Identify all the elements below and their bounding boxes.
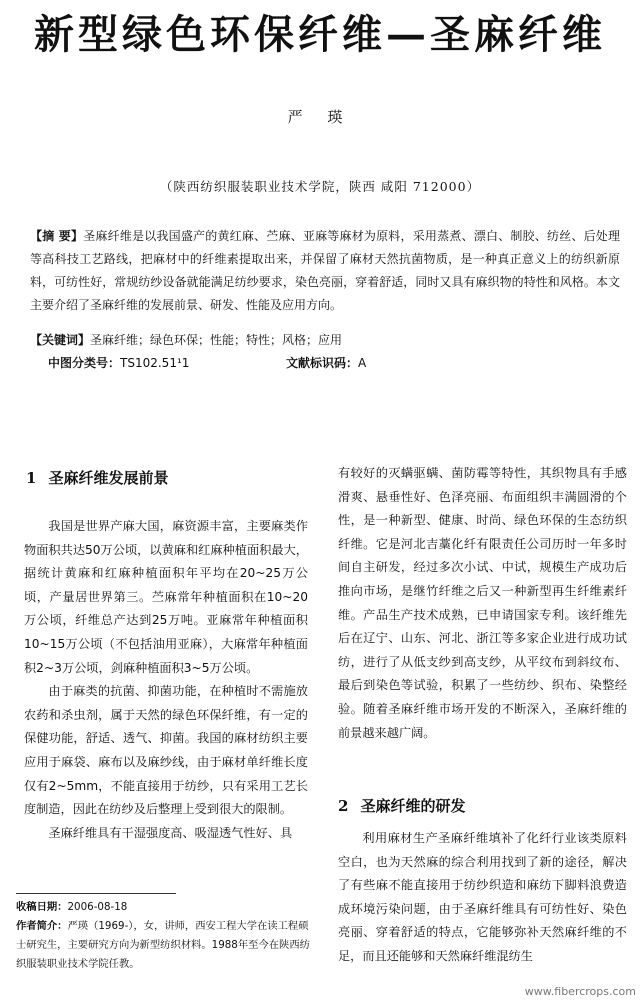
- section-1-number: 1: [26, 469, 37, 487]
- section-2-number: 2: [338, 797, 349, 815]
- clc-value: TS102.51¹1: [120, 356, 190, 370]
- section-2-body: [338, 827, 627, 969]
- left-column-body: [24, 515, 308, 845]
- doc-code-label: 文献标识码：: [286, 356, 359, 370]
- section-2-paragraph: 利用麻材生产圣麻纤维填补了化纤行业该类原料空白，也为天然麻的综合利用找到了新的途径，解决了有些麻不能直接用于纺纱织造和麻纺下脚料浪费造成环境污染问题，由于圣麻纤维具有可纺性好、染色亮丽、穿着舒适的特点，它能够弥补天然麻纤维的不足，而且还能够和天然麻纤维混纺生: [338, 831, 627, 963]
- author-bio: [16, 917, 310, 974]
- clc-label: 中图分类号：: [48, 356, 121, 370]
- bio-label: 作者简介：: [16, 920, 68, 932]
- document-code: [286, 354, 366, 371]
- keywords-text: 圣麻纤维；绿色环保；性能；特性；风格；应用: [90, 333, 343, 347]
- section-1-paragraph: 由于麻类的抗菌、抑菌功能，在种植时不需施放农药和杀虫剂，属于天然的绿色环保纤维，有一定的保健功能，舒适、透气、抑菌。我国的麻材纺织主要应用于麻袋、麻布以及麻纱线，由于麻材单纤维长度仅有2~5mm，不能直接用于纺纱，只有采用工艺长度制造，因此在纺纱及后整理上受到很大的限制。: [24, 684, 308, 817]
- section-1-heading: [26, 467, 168, 488]
- received-date: [16, 898, 310, 917]
- received-value: 2006-08-18: [67, 901, 128, 913]
- received-label: 收稿日期：: [16, 901, 68, 913]
- site-watermark: www.fibercrops.com: [524, 985, 636, 998]
- section-1-paragraph-continued: 有较好的灭螨驱螨、菌防霉等特性，其织物具有手感滑爽、悬垂性好、色泽亮丽、布面组织丰满圆滑的个性，是一种新型、健康、时尚、绿色环保的生态纺织纤维。它是河北吉藁化纤有限责任公司历时一年多时间自主研发，经过多次小试、中试，规模生产成功后推向市场，是继竹纤维之后又一种新型再生纤维素纤维。产品生产技术成熟，已申请国家专利。该纤维先后在辽宁、山东、河北、浙江等多家企业进行成功试纺，进行了从低支纱到高支纱，从平纹布到斜纹布、最后到染色等试验，积累了一些纺纱、织布、染整经验。随着圣麻纤维市场开发的不断深入，圣麻纤维的前景越来越广阔。: [338, 466, 627, 740]
- abstract: [30, 225, 620, 317]
- bio-text: 严瑛（1969-），女，讲师，西安工程大学在读工程硕士研究生，主要研究方向为新型纺织材料。1988年至今在陕西纺织服装职业技术学院任教。: [16, 920, 310, 970]
- author-affiliation: （陕西纺织服装职业技术学院，陕西 咸阳 712000）: [159, 179, 481, 194]
- section-2-heading: [338, 795, 465, 816]
- footnotes: [16, 898, 310, 974]
- paper-title: 新型绿色环保纤维—圣麻纤维: [34, 11, 606, 58]
- keywords: [30, 329, 620, 352]
- doc-code-value: A: [358, 356, 367, 370]
- section-1-paragraph: 圣麻纤维具有干湿强度高、吸湿透气性好、具: [48, 825, 293, 840]
- abstract-text: 圣麻纤维是以我国盛产的黄红麻、苎麻、亚麻等麻材为原料，采用蒸煮、漂白、制胶、纺丝、后处理等高科技工艺路线，把麻材中的纤维素提取出来，并保留了麻材天然抗菌物质，是一种真正意义上的纺织新原料，可纺性好，常规纺纱设备就能满足纺纱要求，染色亮丽，穿着舒适，同时又具有麻织物的特性和风格。本文主要介绍了圣麻纤维的发展前景、研发、性能及应用方向。: [30, 229, 620, 312]
- right-column-body: [338, 462, 627, 745]
- section-1-paragraph: 我国是世界产麻大国，麻资源丰富，主要麻类作物面积共达50万公顷，以黄麻和红麻种植面积最大，据统计黄麻和红麻种植面积年平均在20~25万公顷，产量居世界第三。苎麻常年种植面积在10~20万公顷，纤维总产达到25万吨。亚麻常年种植面积10~15万公顷（不包括油用亚麻），大麻常年种植面积2~3万公顷，剑麻种植面积3~5万公顷。: [24, 519, 308, 675]
- author-name: 严 瑛: [287, 108, 353, 126]
- section-1-title: 圣麻纤维发展前景: [48, 469, 169, 487]
- footnote-divider: [16, 893, 176, 894]
- abstract-label: 【摘 要】: [30, 229, 84, 243]
- clc-number: [48, 354, 189, 371]
- keywords-label: 【关键词】: [30, 333, 91, 347]
- section-2-title: 圣麻纤维的研发: [360, 797, 466, 815]
